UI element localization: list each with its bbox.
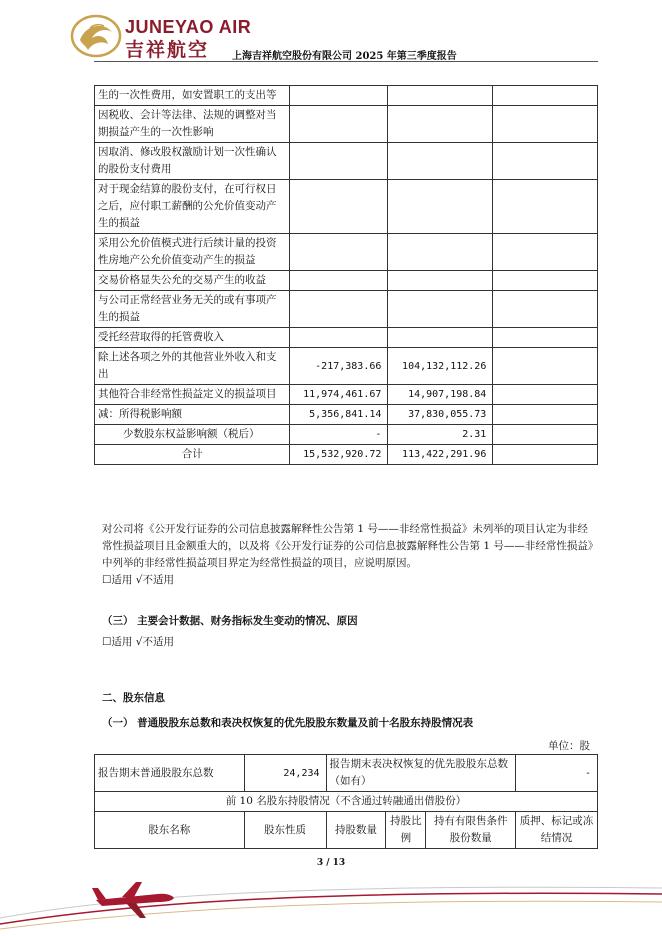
header-divider	[94, 61, 598, 62]
table-row	[95, 328, 598, 348]
col-header-ratio: 持股比例	[386, 812, 426, 849]
value-cell	[388, 106, 493, 143]
juneyao-logo-icon	[70, 14, 122, 58]
value-cell: 15,532,920.72	[290, 445, 388, 465]
note-cell	[493, 445, 598, 465]
value-cell	[290, 106, 388, 143]
note-options: ☐适用 √不适用	[102, 574, 174, 586]
row-label: 交易价格显失公允的交易产生的收益	[95, 271, 290, 291]
value-cell	[290, 234, 388, 271]
note-cell	[493, 425, 598, 445]
note-cell	[493, 143, 598, 180]
table-row	[95, 234, 598, 271]
note-cell	[493, 328, 598, 348]
table-header-row	[95, 812, 598, 849]
note-cell	[493, 106, 598, 143]
table-row	[95, 271, 598, 291]
table-row	[95, 792, 598, 812]
value-cell	[388, 328, 493, 348]
table-row	[95, 86, 598, 106]
row-label: 因税收、会计等法律、法规的调整对当期损益产生的一次性影响	[95, 106, 290, 143]
row-label: 对于现金结算的股份支付，在可行权日之后，应付职工薪酬的公允价值变动产生的损益	[95, 180, 290, 234]
total-holders-label: 报告期末普通股股东总数	[95, 755, 245, 792]
value-cell	[388, 271, 493, 291]
row-label: 受托经营取得的托管费收入	[95, 328, 290, 348]
note-cell	[493, 86, 598, 106]
value-cell: -217,383.66	[290, 348, 388, 385]
non-recurring-note	[102, 521, 596, 589]
top10-caption: 前 10 名股东持股情况（不含通过转融通出借股份）	[95, 792, 598, 812]
col-header-restricted: 持有有限售条件股份数量	[426, 812, 516, 849]
note-cell	[493, 234, 598, 271]
value-cell	[290, 291, 388, 328]
table-row	[95, 348, 598, 385]
value-cell: 11,974,461.67	[290, 385, 388, 405]
value-cell: 5,356,841.14	[290, 405, 388, 425]
row-label: 除上述各项之外的其他营业外收入和支出	[95, 348, 290, 385]
section-3-options: ☐适用 √不适用	[102, 636, 174, 648]
value-cell	[388, 180, 493, 234]
note-text: 对公司将《公开发行证券的公司信息披露解释性公告第 1 号——非经常性损益》未列举的项目认定为非经常性损益项目且金额重大的，以及将《公开发行证券的公司信息披露解释性公告第 1 号——非经常性损益》中列举的非经常性损益项目界定为经常性损益的项目，应说明原因。	[102, 523, 594, 569]
pref-holders-label: 报告期末表决权恢复的优先股股东总数（如有）	[326, 755, 516, 792]
note-cell	[493, 291, 598, 328]
table-row	[95, 143, 598, 180]
value-cell: 14,907,198.84	[388, 385, 493, 405]
table-row	[95, 180, 598, 234]
col-header-name: 股东名称	[95, 812, 245, 849]
total-holders-value: 24,234	[244, 755, 326, 792]
note-cell	[493, 180, 598, 234]
unit-label: 单位：股	[548, 740, 590, 752]
value-cell	[290, 143, 388, 180]
non-recurring-items-table	[94, 85, 598, 465]
brand-name-cn: 吉祥航空	[125, 39, 210, 61]
row-label: 减：所得税影响额	[95, 405, 290, 425]
page-number: 3 / 13	[316, 858, 346, 868]
col-header-nature: 股东性质	[244, 812, 326, 849]
value-cell	[290, 328, 388, 348]
table-row-total	[95, 445, 598, 465]
value-cell	[290, 86, 388, 106]
note-cell	[493, 271, 598, 291]
row-label: 因取消、修改股权激励计划一次性确认的股份支付费用	[95, 143, 290, 180]
row-label: 与公司正常经营业务无关的或有事项产生的损益	[95, 291, 290, 328]
row-label: 少数股东权益影响额（税后）	[95, 425, 290, 445]
value-cell	[388, 143, 493, 180]
pref-holders-value: -	[516, 755, 598, 792]
table-row	[95, 385, 598, 405]
section-2-title: 二、股东信息	[102, 692, 165, 704]
value-cell: 113,422,291.96	[388, 445, 493, 465]
table-row	[95, 106, 598, 143]
table-row	[95, 405, 598, 425]
value-cell: 2.31	[388, 425, 493, 445]
brand-name-en: JUNEYAO AIR	[125, 17, 252, 37]
table-row	[95, 425, 598, 445]
value-cell: 104,132,112.26	[388, 348, 493, 385]
note-cell	[493, 385, 598, 405]
shareholders-table	[94, 754, 598, 849]
airplane-footer-icon	[0, 866, 662, 936]
value-cell: -	[290, 425, 388, 445]
section-3-title: （三） 主要会计数据、财务指标发生变动的情况、原因	[102, 615, 358, 627]
row-label: 采用公允价值模式进行后续计量的投资性房地产公允价值变动产生的损益	[95, 234, 290, 271]
value-cell: 37,830,055.73	[388, 405, 493, 425]
row-label: 其他符合非经常性损益定义的损益项目	[95, 385, 290, 405]
table-row	[95, 291, 598, 328]
row-label: 生的一次性费用，如安置职工的支出等	[95, 86, 290, 106]
note-cell	[493, 348, 598, 385]
value-cell	[290, 271, 388, 291]
col-header-quantity: 持股数量	[326, 812, 386, 849]
row-label: 合计	[95, 445, 290, 465]
col-header-pledge: 质押、标记或冻结情况	[516, 812, 598, 849]
table-row	[95, 755, 598, 792]
note-cell	[493, 405, 598, 425]
value-cell	[388, 234, 493, 271]
value-cell	[388, 291, 493, 328]
value-cell	[388, 86, 493, 106]
section-2-subtitle: （一） 普通股股东总数和表决权恢复的优先股股东数量及前十名股东持股情况表	[102, 717, 474, 729]
report-title: 上海吉祥航空股份有限公司 2025 年第三季度报告	[232, 51, 457, 62]
value-cell	[290, 180, 388, 234]
